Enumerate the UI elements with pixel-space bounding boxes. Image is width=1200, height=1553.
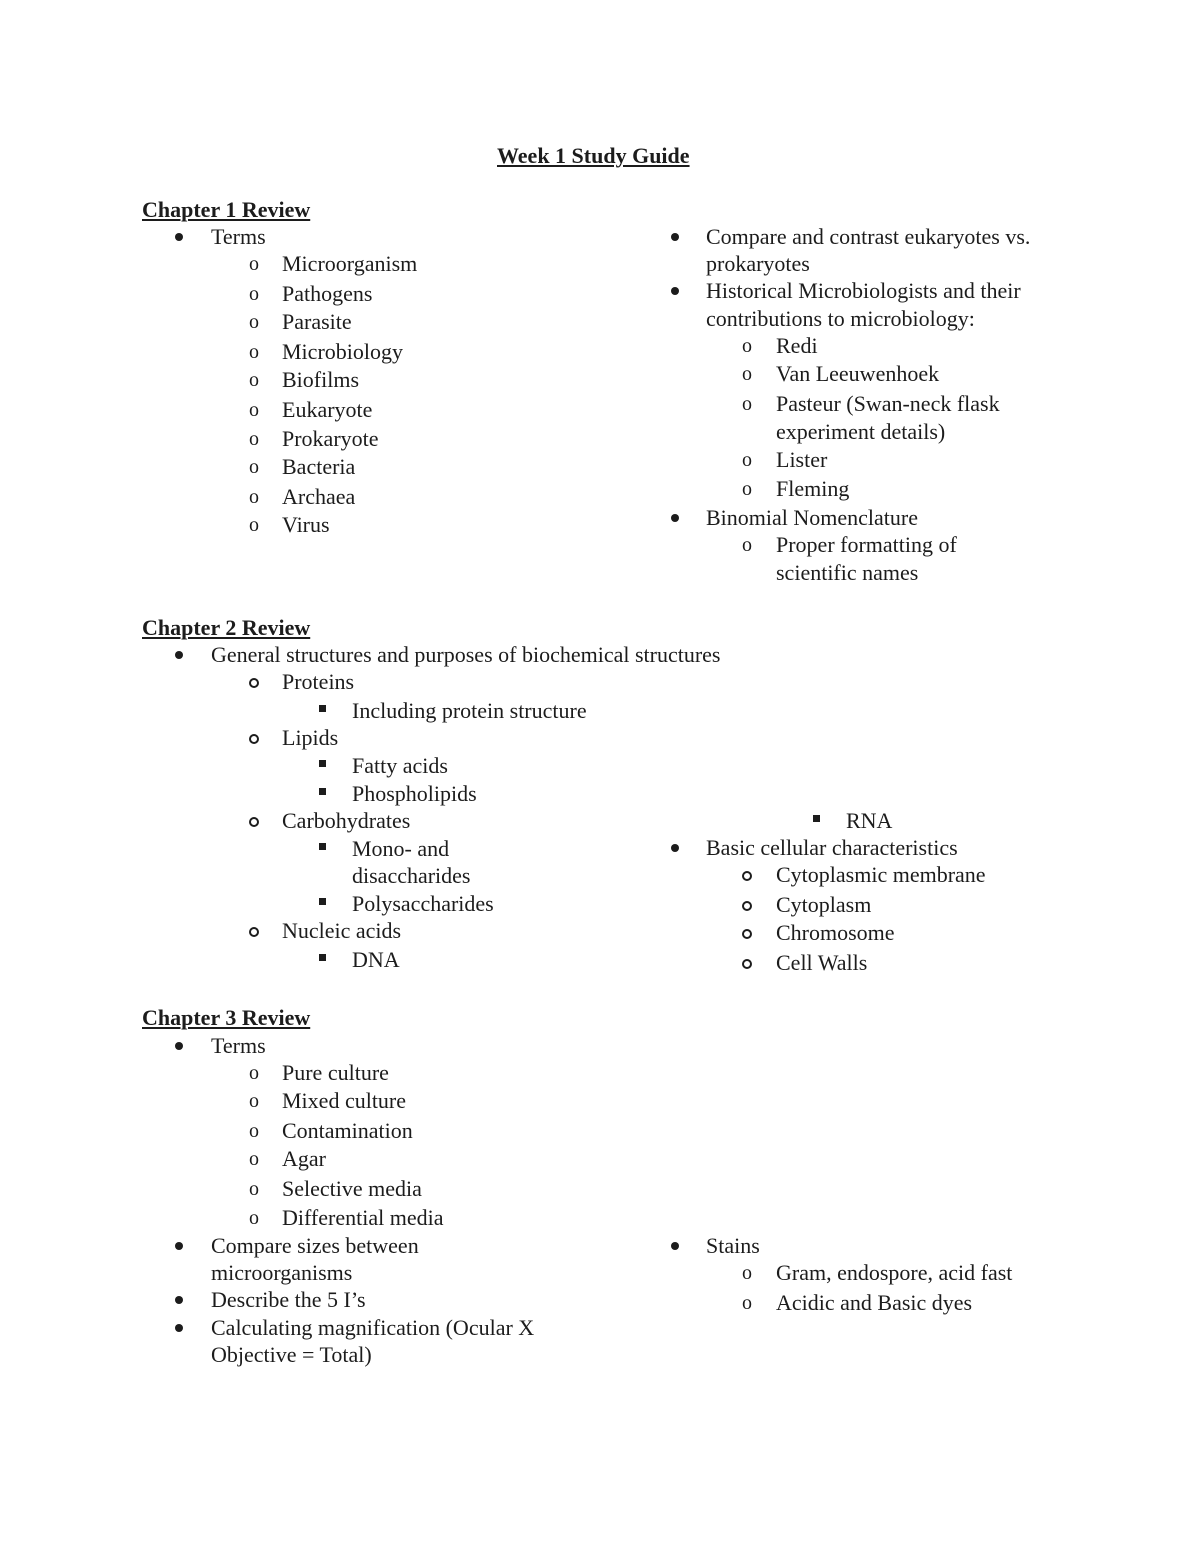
list-item: Terms xyxy=(211,224,266,249)
bullet xyxy=(742,871,752,881)
list-item: Biofilms xyxy=(282,367,360,392)
bullet xyxy=(319,898,326,905)
bullet xyxy=(249,927,259,937)
bullet: o xyxy=(742,534,752,556)
list-item: Fleming xyxy=(776,476,850,501)
bullet xyxy=(249,734,259,744)
bullet: o xyxy=(249,399,259,421)
bullet: o xyxy=(249,486,259,508)
bullet: o xyxy=(742,335,752,357)
bullet xyxy=(742,929,752,939)
chapter-3-heading: Chapter 3 Review xyxy=(142,1005,311,1030)
bullet xyxy=(742,959,752,969)
list-item: Polysaccharides xyxy=(352,891,494,916)
bullet xyxy=(175,1324,183,1332)
bullet: o xyxy=(249,456,259,478)
list-item: Nucleic acids xyxy=(282,918,402,943)
bullet: o xyxy=(742,478,752,500)
list-item: Mixed culture xyxy=(282,1088,407,1113)
list-item: Lister xyxy=(776,447,828,472)
list-item: Phospholipids xyxy=(352,781,477,806)
bullet xyxy=(319,788,326,795)
bullet: o xyxy=(249,1178,259,1200)
bullet: o xyxy=(742,1292,752,1314)
list-item: Basic cellular characteristics xyxy=(706,835,958,860)
bullet: o xyxy=(249,514,259,536)
bullet xyxy=(671,514,679,522)
list-item: Cytoplasmic membrane xyxy=(776,862,986,887)
list-item: Agar xyxy=(282,1146,326,1171)
list-item: scientific names xyxy=(776,560,919,585)
list-item: microorganisms xyxy=(211,1260,353,1285)
list-item: Lipids xyxy=(282,725,339,750)
list-item: Including protein structure xyxy=(352,698,587,723)
list-item: Gram, endospore, acid fast xyxy=(776,1260,1013,1285)
bullet xyxy=(249,678,259,688)
list-item: contributions to microbiology: xyxy=(706,306,975,331)
list-item: Pasteur (Swan-neck flask xyxy=(776,391,1000,416)
bullet: o xyxy=(249,1062,259,1084)
list-item: prokaryotes xyxy=(706,251,810,276)
list-item: Carbohydrates xyxy=(282,808,411,833)
list-item: Microorganism xyxy=(282,251,418,276)
list-item: Describe the 5 I’s xyxy=(211,1287,366,1312)
page-title: Week 1 Study Guide xyxy=(497,143,690,168)
list-item: Historical Microbiologists and their xyxy=(706,278,1021,303)
list-item: Contamination xyxy=(282,1118,413,1143)
list-item: Objective = Total) xyxy=(211,1342,372,1367)
list-item: Archaea xyxy=(282,484,356,509)
list-item: Van Leeuwenhoek xyxy=(776,361,940,386)
list-item: Cell Walls xyxy=(776,950,868,975)
list-item: Selective media xyxy=(282,1176,422,1201)
list-item: Bacteria xyxy=(282,454,356,479)
bullet: o xyxy=(249,428,259,450)
list-item: Proper formatting of xyxy=(776,532,957,557)
bullet: o xyxy=(742,363,752,385)
list-item: Virus xyxy=(282,512,330,537)
bullet: o xyxy=(249,1120,259,1142)
bullet xyxy=(175,1042,183,1050)
list-item: Compare and contrast eukaryotes vs. xyxy=(706,224,1031,249)
list-item: RNA xyxy=(846,808,893,833)
list-item: Eukaryote xyxy=(282,397,373,422)
list-item: Pathogens xyxy=(282,281,373,306)
list-item: Parasite xyxy=(282,309,352,334)
bullet: o xyxy=(742,449,752,471)
list-item: Chromosome xyxy=(776,920,895,945)
list-item: Acidic and Basic dyes xyxy=(776,1290,973,1315)
bullet: o xyxy=(249,1090,259,1112)
chapter-2-heading: Chapter 2 Review xyxy=(142,615,311,640)
list-item: Prokaryote xyxy=(282,426,379,451)
list-item: disaccharides xyxy=(352,863,471,888)
bullet: o xyxy=(742,1262,752,1284)
bullet: o xyxy=(249,311,259,333)
bullet: o xyxy=(742,393,752,415)
bullet xyxy=(319,954,326,961)
bullet xyxy=(175,233,183,241)
list-item: Proteins xyxy=(282,669,355,694)
bullet: o xyxy=(249,341,259,363)
list-item: DNA xyxy=(352,947,400,972)
bullet xyxy=(175,1242,183,1250)
bullet: o xyxy=(249,283,259,305)
chapter-1-heading: Chapter 1 Review xyxy=(142,197,311,222)
bullet xyxy=(671,1242,679,1250)
bullet xyxy=(671,844,679,852)
bullet: o xyxy=(249,369,259,391)
bullet xyxy=(319,705,326,712)
list-item: experiment details) xyxy=(776,419,946,444)
bullet: o xyxy=(249,1207,259,1229)
list-item: Cytoplasm xyxy=(776,892,872,917)
list-item: Binomial Nomenclature xyxy=(706,505,918,530)
list-item: Redi xyxy=(776,333,818,358)
list-item: Stains xyxy=(706,1233,760,1258)
list-item: General structures and purposes of biochemical structures xyxy=(211,642,721,667)
bullet: o xyxy=(249,1148,259,1170)
bullet: o xyxy=(249,253,259,275)
list-item: Calculating magnification (Ocular X xyxy=(211,1315,535,1340)
list-item: Differential media xyxy=(282,1205,444,1230)
list-item: Compare sizes between xyxy=(211,1233,419,1258)
list-item: Fatty acids xyxy=(352,753,448,778)
bullet xyxy=(319,843,326,850)
bullet xyxy=(175,1296,183,1304)
list-item: Terms xyxy=(211,1033,266,1058)
bullet xyxy=(742,901,752,911)
bullet xyxy=(175,651,183,659)
bullet xyxy=(671,287,679,295)
list-item: Microbiology xyxy=(282,339,403,364)
bullet xyxy=(249,817,259,827)
list-item: Pure culture xyxy=(282,1060,389,1085)
list-item: Mono- and xyxy=(352,836,450,861)
bullet xyxy=(813,815,820,822)
bullet xyxy=(671,233,679,241)
bullet xyxy=(319,760,326,767)
